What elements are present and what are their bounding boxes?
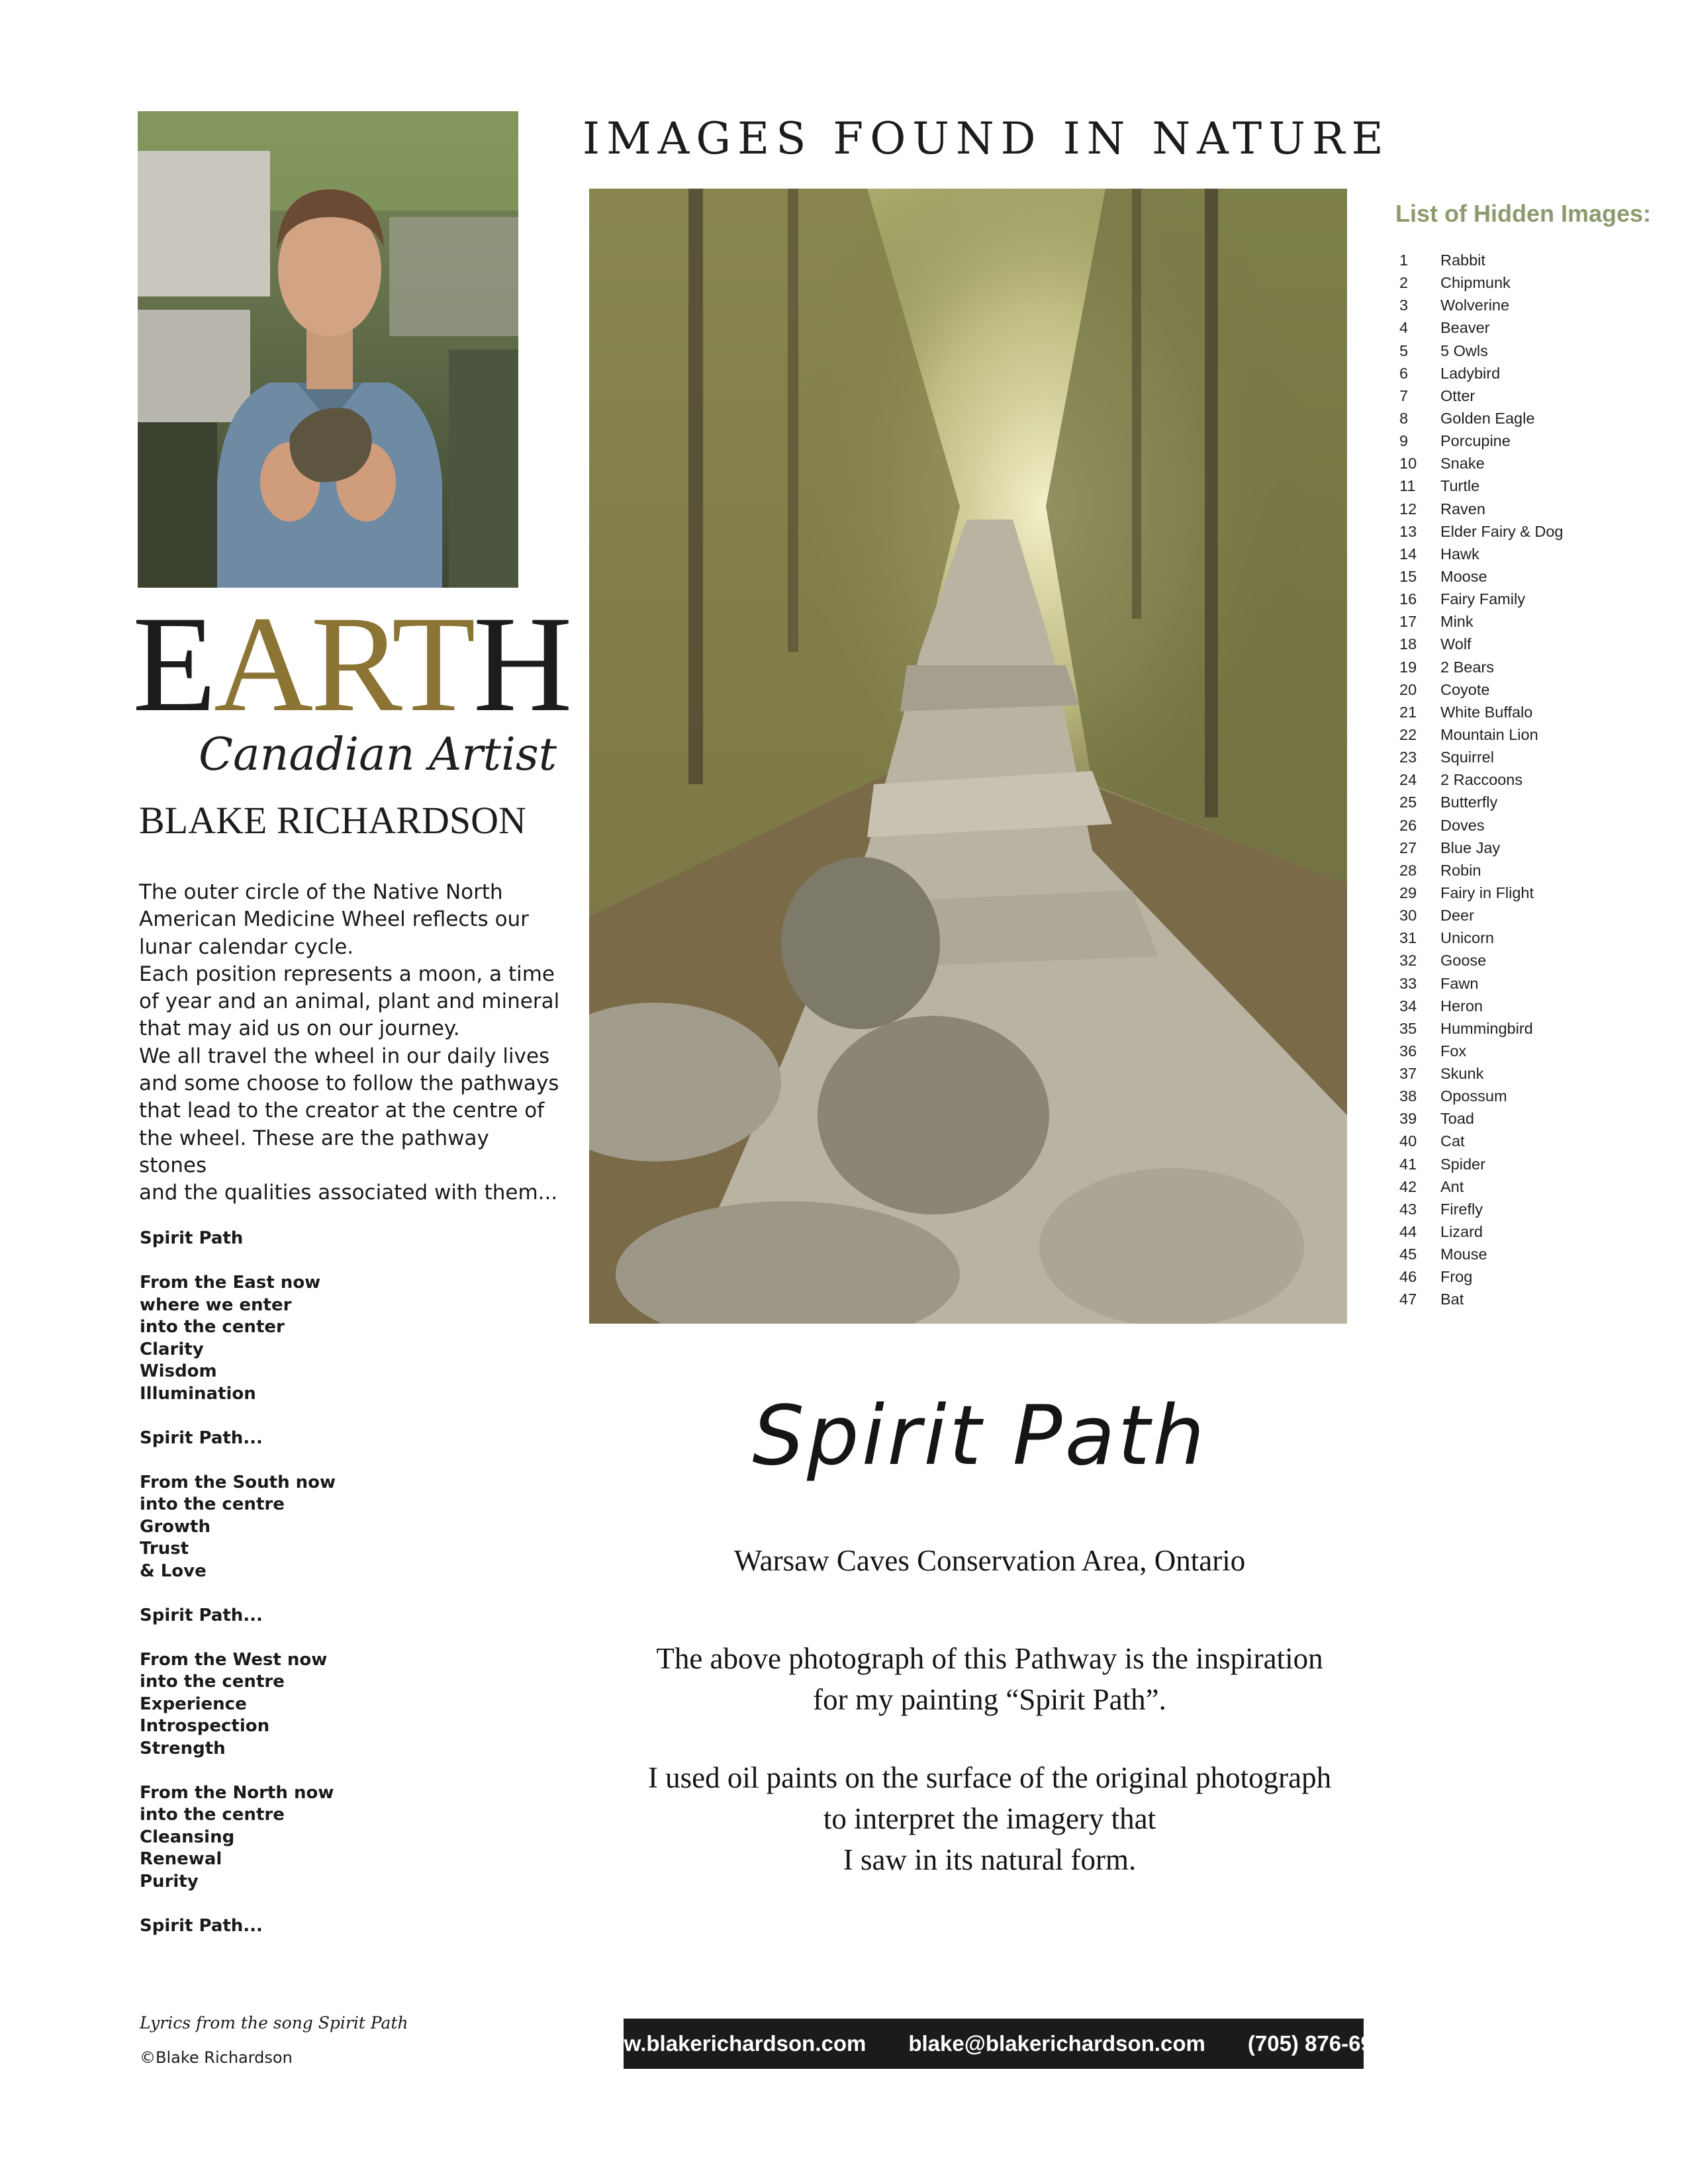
- logo-letter-h: H: [473, 588, 570, 740]
- item-name: Fox: [1440, 1042, 1467, 1060]
- lyrics-line: Spirit Path: [140, 1228, 244, 1248]
- list-item: [1399, 1040, 1677, 1062]
- item-number: 26: [1399, 816, 1417, 834]
- item-name: Coyote: [1440, 680, 1490, 698]
- intro-line: The outer circle of the Native North: [139, 880, 503, 904]
- item-name: Wolf: [1440, 635, 1472, 653]
- item-number: 33: [1399, 974, 1417, 992]
- lyrics-credit: Lyrics from the song Spirit Path: [140, 2013, 408, 2032]
- lyrics-line: Spirit Path...: [140, 1428, 263, 1448]
- item-number: 42: [1399, 1177, 1417, 1195]
- item-number: 23: [1399, 749, 1417, 766]
- list-item: [1399, 1062, 1677, 1085]
- list-item: [1399, 837, 1677, 859]
- intro-line: and the qualities associated with them...: [139, 1181, 558, 1205]
- list-item: [1399, 362, 1677, 385]
- list-item: [1399, 1175, 1677, 1198]
- lyrics-line: Cleansing: [140, 1827, 235, 1847]
- list-item: [1399, 949, 1677, 972]
- page-title: IMAGES FOUND IN NATURE: [583, 113, 1390, 164]
- item-number: 35: [1399, 1019, 1417, 1037]
- lyrics-stanza: [140, 1605, 444, 1627]
- lyrics-line: Renewal: [140, 1849, 222, 1869]
- lyrics-line: into the centre: [140, 1494, 285, 1514]
- item-number: 30: [1399, 907, 1417, 925]
- list-item: [1399, 1265, 1677, 1288]
- item-name: 5 Owls: [1440, 341, 1488, 359]
- item-name: Butterfly: [1440, 794, 1498, 811]
- item-number: 29: [1399, 884, 1417, 901]
- list-item: [1399, 678, 1677, 701]
- website-link[interactable]: www.blakerichardson.com: [590, 2031, 867, 2056]
- item-number: 19: [1399, 658, 1417, 676]
- artist-portrait-photo: [138, 111, 518, 588]
- lyrics-stanza: [140, 1428, 444, 1450]
- item-name: Rabbit: [1440, 251, 1485, 269]
- lyrics-line: into the center: [140, 1317, 285, 1337]
- list-item: [1399, 904, 1677, 927]
- lyrics-stanza: [140, 1472, 444, 1583]
- list-item: [1399, 814, 1677, 837]
- item-name: Goose: [1440, 952, 1487, 970]
- item-name: 2 Raccoons: [1440, 771, 1523, 789]
- item-name: Spider: [1440, 1155, 1485, 1173]
- item-number: 13: [1399, 522, 1417, 540]
- item-number: 39: [1399, 1110, 1417, 1128]
- list-item: [1399, 1085, 1677, 1107]
- item-number: 9: [1399, 432, 1409, 450]
- lyrics-line: Spirit Path...: [140, 1915, 263, 1936]
- intro-paragraph: [139, 879, 563, 1207]
- item-number: 20: [1399, 680, 1417, 698]
- list-item: [1399, 520, 1677, 543]
- lyrics-line: From the North now: [140, 1782, 334, 1803]
- list-item: [1399, 1107, 1677, 1130]
- list-item: [1399, 723, 1677, 746]
- spirit-path-photo: [589, 189, 1347, 1324]
- item-name: Otter: [1440, 387, 1476, 404]
- description-line: I used oil paints on the surface of the original photograph: [647, 1761, 1332, 1794]
- contact-bar: [590, 2019, 1397, 2069]
- list-item: [1399, 656, 1677, 678]
- list-item: [1399, 746, 1677, 768]
- item-number: 24: [1399, 771, 1417, 789]
- list-item: [1399, 1288, 1677, 1310]
- item-name: Squirrel: [1440, 749, 1494, 766]
- lyrics-stanza: [140, 1782, 444, 1893]
- list-item: [1399, 475, 1677, 497]
- list-item: [1399, 1243, 1677, 1265]
- logo-letters-art: ART: [214, 588, 473, 740]
- description-paragraph: [569, 1757, 1410, 1880]
- lyrics-stanza: [140, 1272, 444, 1405]
- item-number: 47: [1399, 1291, 1417, 1308]
- list-item: [1399, 385, 1677, 407]
- list-item: [1399, 1220, 1677, 1243]
- item-number: 43: [1399, 1200, 1417, 1218]
- item-number: 11: [1399, 477, 1416, 495]
- item-number: 10: [1399, 455, 1417, 473]
- item-number: 15: [1399, 567, 1417, 585]
- item-number: 32: [1399, 952, 1417, 970]
- item-number: 22: [1399, 725, 1417, 743]
- item-number: 25: [1399, 794, 1417, 811]
- description-line: I saw in its natural form.: [843, 1843, 1137, 1876]
- item-number: 12: [1399, 500, 1417, 518]
- artist-name: BLAKE RICHARDSON: [139, 799, 526, 842]
- list-item: [1399, 249, 1677, 271]
- location-caption: Warsaw Caves Conservation Area, Ontario: [733, 1544, 1246, 1577]
- description-line: for my painting “Spirit Path”.: [813, 1683, 1166, 1716]
- lyrics-line: Growth: [140, 1516, 211, 1537]
- item-name: Wolverine: [1440, 296, 1510, 314]
- item-name: Hummingbird: [1440, 1019, 1533, 1037]
- item-name: Hawk: [1440, 545, 1479, 563]
- lyrics-stanza: [140, 1649, 444, 1760]
- item-name: Robin: [1440, 861, 1481, 879]
- intro-line: American Medicine Wheel reflects our: [139, 907, 529, 932]
- lyrics-line: Purity: [140, 1871, 199, 1891]
- list-item: [1399, 1198, 1677, 1220]
- lyrics-line: Spirit Path...: [140, 1605, 263, 1625]
- item-number: 37: [1399, 1065, 1417, 1083]
- item-name: Golden Eagle: [1440, 409, 1535, 427]
- phone-number[interactable]: (705) 876-6958: [1247, 2031, 1397, 2056]
- copyright-notice: ©Blake Richardson: [140, 2048, 293, 2067]
- item-name: Moose: [1440, 567, 1487, 585]
- description-paragraph: [569, 1638, 1410, 1720]
- list-item: [1399, 610, 1677, 633]
- list-item: [1399, 927, 1677, 949]
- item-number: 17: [1399, 613, 1417, 631]
- item-name: Blue Jay: [1440, 839, 1501, 856]
- item-number: 3: [1399, 296, 1409, 314]
- description-line: to interpret the imagery that: [823, 1802, 1156, 1835]
- list-item: [1399, 430, 1677, 452]
- item-name: Porcupine: [1440, 432, 1511, 450]
- intro-line: of year and an animal, plant and mineral: [139, 989, 560, 1014]
- list-item: [1399, 543, 1677, 565]
- item-name: Opossum: [1440, 1087, 1507, 1105]
- lyrics-line: into the centre: [140, 1805, 285, 1825]
- item-number: 45: [1399, 1246, 1417, 1263]
- item-name: Mink: [1440, 613, 1474, 631]
- artwork-title: Spirit Path: [752, 1388, 1207, 1484]
- item-number: 18: [1399, 635, 1417, 653]
- lyrics-stanza: [140, 1915, 444, 1938]
- item-name: Mountain Lion: [1440, 725, 1538, 743]
- lyrics-line: From the West now: [140, 1649, 328, 1670]
- item-number: 6: [1399, 364, 1409, 382]
- item-number: 28: [1399, 861, 1417, 879]
- song-lyrics: [140, 1228, 444, 1960]
- email-link[interactable]: blake@blakerichardson.com: [908, 2031, 1205, 2056]
- item-name: Deer: [1440, 907, 1474, 925]
- item-name: Chipmunk: [1440, 274, 1511, 292]
- item-name: Doves: [1440, 816, 1485, 834]
- artwork-description: [569, 1638, 1410, 1917]
- item-number: 5: [1399, 341, 1409, 359]
- list-item: [1399, 498, 1677, 520]
- item-number: 8: [1399, 409, 1409, 427]
- lyrics-line: Clarity: [140, 1339, 204, 1359]
- lyrics-line: Wisdom: [140, 1361, 217, 1381]
- item-name: Frog: [1440, 1268, 1473, 1286]
- lyrics-line: where we enter: [140, 1295, 292, 1315]
- lyrics-line: Experience: [140, 1694, 247, 1714]
- item-name: Fairy in Flight: [1440, 884, 1534, 901]
- list-item: [1399, 859, 1677, 882]
- logo-letter-e: E: [132, 588, 214, 740]
- item-name: Beaver: [1440, 319, 1490, 337]
- item-name: Unicorn: [1440, 929, 1494, 947]
- item-name: 2 Bears: [1440, 658, 1494, 676]
- item-number: 41: [1399, 1155, 1417, 1173]
- item-name: Snake: [1440, 455, 1485, 473]
- intro-line: lunar calendar cycle.: [139, 934, 354, 959]
- intro-line: Each position represents a moon, a time: [139, 962, 555, 986]
- earth-logo: [132, 588, 570, 740]
- list-item: [1399, 452, 1677, 475]
- item-number: 44: [1399, 1223, 1417, 1241]
- list-item: [1399, 407, 1677, 430]
- item-name: Ant: [1440, 1177, 1464, 1195]
- intro-line: that lead to the creator at the centre of: [139, 1099, 545, 1123]
- item-name: Cat: [1440, 1132, 1465, 1150]
- list-item: [1399, 882, 1677, 904]
- list-item: [1399, 972, 1677, 995]
- item-name: White Buffalo: [1440, 703, 1533, 721]
- item-number: 38: [1399, 1087, 1417, 1105]
- item-number: 2: [1399, 274, 1409, 292]
- list-item: [1399, 294, 1677, 316]
- lyrics-line: From the South now: [140, 1472, 336, 1492]
- item-number: 46: [1399, 1268, 1417, 1286]
- list-item: [1399, 768, 1677, 791]
- lyrics-line: into the centre: [140, 1672, 285, 1692]
- item-number: 34: [1399, 997, 1417, 1015]
- item-number: 16: [1399, 590, 1417, 608]
- item-number: 21: [1399, 703, 1417, 721]
- item-number: 36: [1399, 1042, 1417, 1060]
- item-number: 14: [1399, 545, 1417, 563]
- lyrics-line: & Love: [140, 1561, 207, 1581]
- artist-tagline: Canadian Artist: [199, 729, 557, 781]
- item-number: 1: [1399, 251, 1409, 269]
- item-name: Raven: [1440, 500, 1485, 518]
- lyrics-line: Trust: [140, 1539, 189, 1559]
- intro-line: and some choose to follow the pathways: [139, 1071, 559, 1096]
- item-name: Toad: [1440, 1110, 1474, 1128]
- list-item: [1399, 633, 1677, 655]
- hidden-images-title: List of Hidden Images:: [1395, 200, 1652, 227]
- description-line: The above photograph of this Pathway is the inspiration: [656, 1642, 1323, 1675]
- intro-line: the wheel. These are the pathway stones: [139, 1126, 489, 1177]
- item-name: Fairy Family: [1440, 590, 1525, 608]
- list-item: [1399, 1153, 1677, 1175]
- list-item: [1399, 271, 1677, 294]
- list-item: [1399, 316, 1677, 339]
- list-item: [1399, 995, 1677, 1017]
- item-number: 27: [1399, 839, 1417, 856]
- lyrics-line: Strength: [140, 1738, 226, 1758]
- hidden-images-list: [1399, 249, 1677, 1311]
- item-name: Firefly: [1440, 1200, 1483, 1218]
- item-name: Heron: [1440, 997, 1483, 1015]
- lyrics-line: From the East now: [140, 1273, 321, 1293]
- item-number: 7: [1399, 387, 1409, 404]
- item-name: Fawn: [1440, 974, 1479, 992]
- list-item: [1399, 1017, 1677, 1040]
- item-name: Elder Fairy & Dog: [1440, 522, 1564, 540]
- lyrics-stanza: [140, 1228, 444, 1250]
- list-item: [1399, 340, 1677, 362]
- list-item: [1399, 701, 1677, 723]
- list-item: [1399, 588, 1677, 610]
- lyrics-line: Illumination: [140, 1383, 256, 1404]
- portrait-illustration: [138, 111, 518, 588]
- item-name: Ladybird: [1440, 364, 1501, 382]
- list-item: [1399, 565, 1677, 588]
- item-number: 40: [1399, 1132, 1417, 1150]
- list-item: [1399, 791, 1677, 813]
- item-name: Skunk: [1440, 1065, 1484, 1083]
- item-number: 4: [1399, 319, 1409, 337]
- item-number: 31: [1399, 929, 1417, 947]
- item-name: Bat: [1440, 1291, 1464, 1308]
- lyrics-line: Introspection: [140, 1716, 270, 1736]
- item-name: Mouse: [1440, 1246, 1487, 1263]
- forest-path-illustration: [589, 189, 1347, 1324]
- intro-line: that may aid us on our journey.: [139, 1017, 460, 1041]
- list-item: [1399, 1130, 1677, 1152]
- intro-line: We all travel the wheel in our daily lives: [139, 1044, 550, 1068]
- item-name: Turtle: [1440, 477, 1480, 495]
- item-name: Lizard: [1440, 1223, 1483, 1241]
